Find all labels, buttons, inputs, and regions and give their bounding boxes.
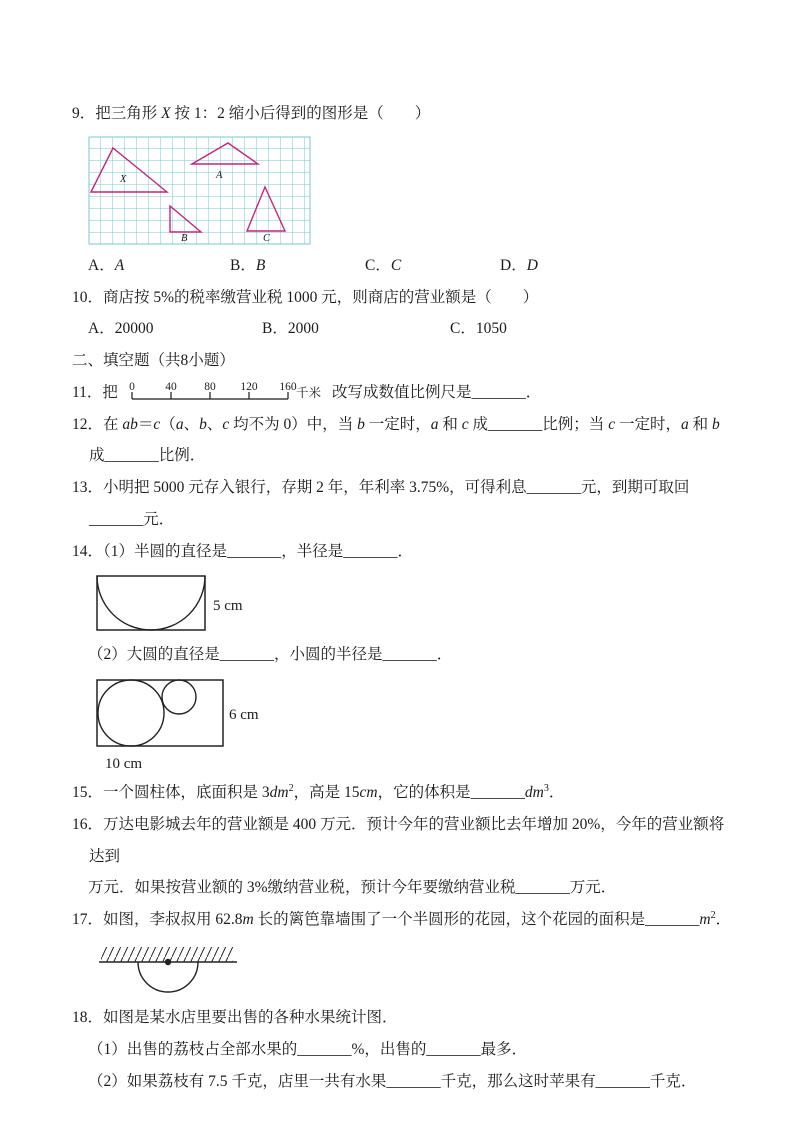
rectangle-outline: [97, 576, 205, 630]
question-14-figure-2: [95, 677, 275, 773]
question-10-options: [72, 313, 735, 345]
question-9-stem: 9．把三角形 X 按 1：2 缩小后得到的图形是（ ）: [72, 105, 431, 122]
question-16-stem-line-2: 万元．如果按营业额的 3%缴纳营业税，预计今年要缴纳营业税_______万元．: [88, 879, 617, 897]
section-2-header: 二、填空题（共8小题）: [72, 352, 235, 370]
q11-text-pre: 11．把: [72, 383, 118, 401]
q9-option-a: A．A: [88, 256, 125, 274]
semicircle-arc: [97, 576, 205, 630]
rectangle-outline: [97, 680, 223, 746]
q11-text-post: 改写成数值比例尺是_______．: [331, 383, 542, 401]
question-14-figure-1: [95, 573, 265, 635]
question-14-stem-1: 14．（1）半圆的直径是_______，半径是_______．: [72, 542, 414, 560]
q10-option-c: C．1050: [450, 320, 507, 338]
grid-background: [89, 137, 310, 244]
ruler-tick-label: 160: [279, 381, 297, 394]
center-dot: [165, 959, 171, 965]
question-12-stem: 12．在 ab＝c（a、b、c 均不为 0）中，当 b 一定时，a 和 c 成_______比例；当 c 一定时，a 和 b 成_______比例．: [72, 415, 720, 465]
question-16-stem-line-1: 16．万达电影城去年的营业额是 400 万元．预计今年的营业额比去年增加 20%，今年的营业额将达到: [72, 815, 725, 865]
ruler-tick-label: 120: [240, 381, 258, 394]
q9-option-d: D．D: [500, 256, 538, 274]
q10-option-b: B．2000: [262, 320, 319, 338]
question-13-stem: 13．小明把 5000 元存入银行，存期 2 年，年利率 3.75%，可得利息_______元，到期可取回_______元．: [72, 479, 690, 528]
question-17-figure: [95, 942, 245, 998]
figure-dimension-label: 10 cm: [105, 756, 143, 773]
question-11-stem: [72, 377, 735, 409]
map-scale-ruler-figure: [122, 381, 328, 405]
question-9-options: [72, 250, 735, 282]
triangle-c-label: C: [263, 232, 271, 244]
q10-option-a: A．20000: [88, 320, 154, 338]
triangle-x-label: X: [120, 173, 127, 185]
figure-dimension-label: 6 cm: [229, 707, 259, 724]
triangle-a-label: A: [216, 169, 223, 181]
ruler-tick-label: 0: [129, 381, 135, 394]
question-17-stem: 17．如图，李叔叔用 62.8m 长的篱笆靠墙围了一个半圆形的花园，这个花园的面积是$\_\_\_\_\_\_\_m^2$．: [72, 910, 732, 929]
question-9-grid-figure: [88, 136, 312, 246]
figure-dimension-label: 5 cm: [213, 598, 243, 615]
ruler-tick-label: 40: [165, 381, 177, 394]
small-circle: [162, 680, 196, 714]
triangle-b-label: B: [181, 232, 188, 244]
question-10-stem: 10．商店按 5%的税率缴营业税 1000 元，则商店的营业额是（ ）: [72, 288, 539, 306]
semicircle-garden-arc: [138, 962, 198, 992]
question-14-stem-2: （2）大圆的直径是_______，小圆的半径是_______．: [88, 646, 453, 664]
question-18-stem: 18．如图是某水店里要出售的各种水果统计图．: [72, 1009, 398, 1027]
q9-option-c: C．C: [365, 256, 402, 274]
ruler-tick-label: 80: [204, 381, 216, 394]
big-circle: [98, 680, 164, 746]
ruler-unit-label: 千米: [295, 386, 321, 401]
question-18-sub-2: （2）如果荔枝有 7.5 千克，店里一共有水果_______千克，那么这时苹果有_______千克．: [88, 1072, 697, 1090]
q9-option-b: B．B: [230, 256, 266, 274]
question-18-sub-1: （1）出售的荔枝占全部水果的_______%，出售的_______最多．: [88, 1040, 528, 1058]
question-15-stem: 15．一个圆柱体，底面积是 $3dm^2$，高是 15cm，它的体积是$\_\_\_\_\_\_\_dm^3$．: [72, 783, 565, 802]
